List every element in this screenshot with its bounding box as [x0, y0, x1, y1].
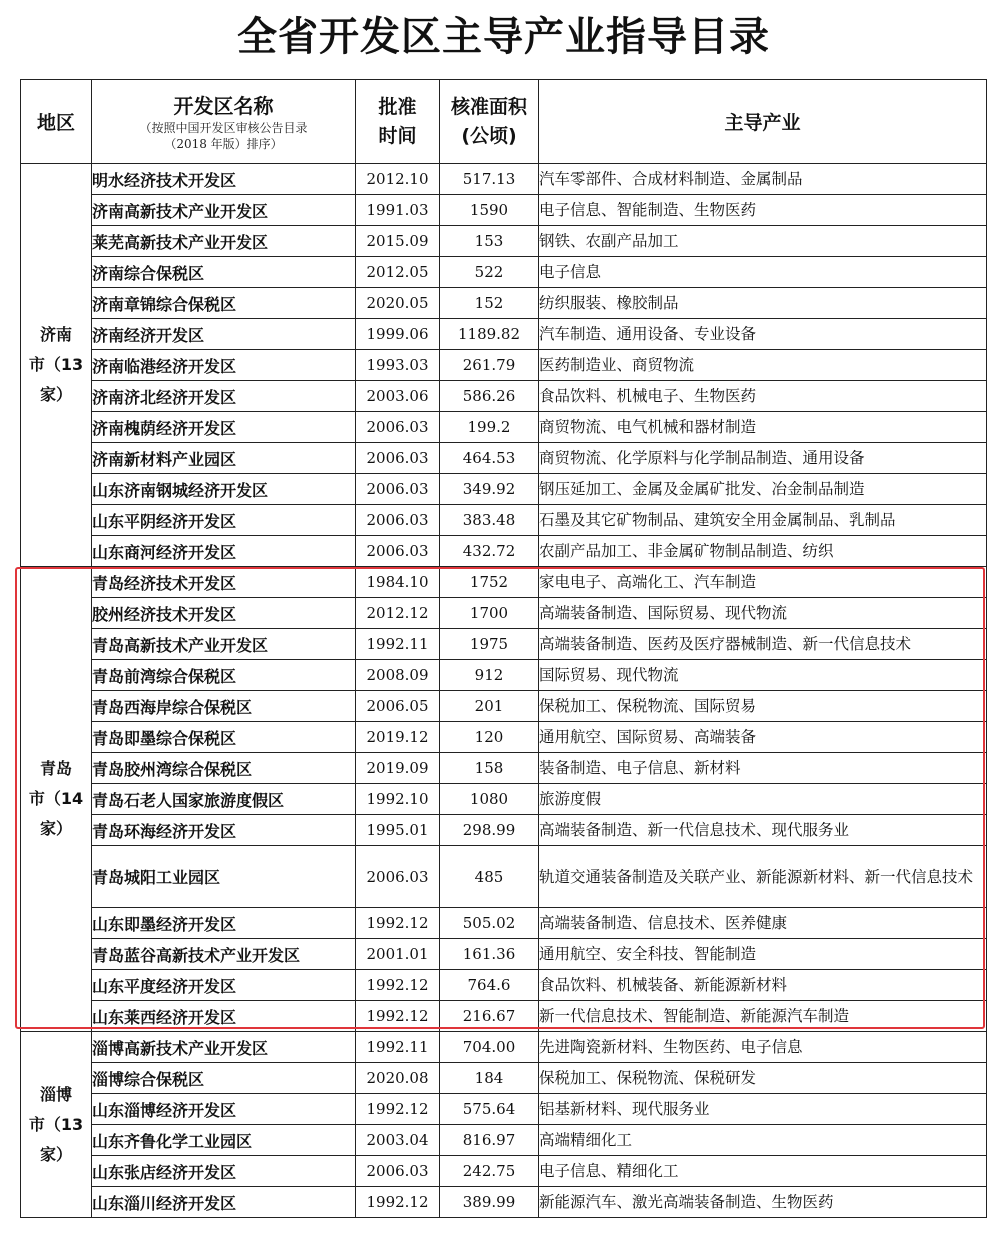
- industry-cell: 电子信息: [539, 257, 987, 288]
- zone-name-cell: 青岛胶州湾综合保税区: [92, 753, 356, 784]
- industry-cell: 保税加工、保税物流、保税研发: [539, 1063, 987, 1094]
- approved-area-cell: 464.53: [440, 443, 539, 474]
- zone-name-cell: 青岛即墨综合保税区: [92, 722, 356, 753]
- table-row: [21, 846, 987, 908]
- table-row: [21, 474, 987, 505]
- industry-cell: 食品饮料、机械电子、生物医药: [539, 381, 987, 412]
- approval-time-cell: 2001.01: [356, 939, 440, 970]
- region-label-line: 市（14: [28, 789, 84, 808]
- zone-name-cell: 济南槐荫经济开发区: [92, 412, 356, 443]
- approved-area-cell: 432.72: [440, 536, 539, 567]
- industry-cell: 保税加工、保税物流、国际贸易: [539, 691, 987, 722]
- industry-cell: 钢铁、农副产品加工: [539, 226, 987, 257]
- industry-cell: 农副产品加工、非金属矿物制品制造、纺织: [539, 536, 987, 567]
- table-body: [21, 164, 987, 1218]
- approval-time-cell: 2015.09: [356, 226, 440, 257]
- industry-cell: 电子信息、精细化工: [539, 1156, 987, 1187]
- industry-cell: 电子信息、智能制造、生物医药: [539, 195, 987, 226]
- header-name: [92, 80, 356, 164]
- approval-time-cell: 1984.10: [356, 567, 440, 598]
- approved-area-cell: 485: [440, 846, 539, 908]
- approved-area-cell: 242.75: [440, 1156, 539, 1187]
- table-row: [21, 660, 987, 691]
- zone-name-cell: 青岛蓝谷高新技术产业开发区: [92, 939, 356, 970]
- approval-time-cell: 1992.12: [356, 1001, 440, 1032]
- header-area-line-2: (公顷): [461, 124, 517, 147]
- industry-cell: 高端装备制造、信息技术、医养健康: [539, 908, 987, 939]
- industry-cell: 通用航空、国际贸易、高端装备: [539, 722, 987, 753]
- approval-time-cell: 2006.03: [356, 474, 440, 505]
- directory-table: [20, 79, 987, 1218]
- table-row: [21, 257, 987, 288]
- table-row: [21, 536, 987, 567]
- region-label-line: 青岛: [39, 759, 72, 778]
- zone-name-cell: 山东商河经济开发区: [92, 536, 356, 567]
- approved-area-cell: 912: [440, 660, 539, 691]
- industry-cell: 轨道交通装备制造及关联产业、新能源新材料、新一代信息技术: [539, 846, 987, 908]
- table-row: [21, 970, 987, 1001]
- approval-time-cell: 1992.12: [356, 908, 440, 939]
- region-label-line: 市（13: [28, 1114, 84, 1134]
- approved-area-cell: 522: [440, 257, 539, 288]
- approval-time-cell: 1991.03: [356, 195, 440, 226]
- zone-name-cell: 山东张店经济开发区: [92, 1156, 356, 1187]
- zone-name-cell: 山东淄博经济开发区: [92, 1094, 356, 1125]
- table-row: [21, 164, 987, 195]
- industry-cell: 装备制造、电子信息、新材料: [539, 753, 987, 784]
- header-region: 地区: [21, 80, 92, 164]
- zone-name-cell: 济南济北经济开发区: [92, 381, 356, 412]
- zone-name-cell: 山东即墨经济开发区: [92, 908, 356, 939]
- header-name-title: 开发区名称: [173, 93, 274, 118]
- approval-time-cell: 2012.10: [356, 164, 440, 195]
- zone-name-cell: 淄博综合保税区: [92, 1063, 356, 1094]
- zone-name-cell: 莱芜高新技术产业开发区: [92, 226, 356, 257]
- zone-name-cell: 青岛前湾综合保税区: [92, 660, 356, 691]
- industry-cell: 钢压延加工、金属及金属矿批发、冶金制品制造: [539, 474, 987, 505]
- approved-area-cell: 298.99: [440, 815, 539, 846]
- industry-cell: 旅游度假: [539, 784, 987, 815]
- zone-name-cell: 山东莱西经济开发区: [92, 1001, 356, 1032]
- region-label-line: 家）: [39, 1144, 72, 1164]
- industry-cell: 通用航空、安全科技、智能制造: [539, 939, 987, 970]
- zone-name-cell: 淄博高新技术产业开发区: [92, 1032, 356, 1063]
- zone-name-cell: 山东济南钢城经济开发区: [92, 474, 356, 505]
- approval-time-cell: 2008.09: [356, 660, 440, 691]
- approval-time-cell: 2003.04: [356, 1125, 440, 1156]
- zone-name-cell: 明水经济技术开发区: [92, 164, 356, 195]
- industry-cell: 商贸物流、化学原料与化学制品制造、通用设备: [539, 443, 987, 474]
- industry-cell: 高端装备制造、医药及医疗器械制造、新一代信息技术: [539, 629, 987, 660]
- zone-name-cell: 青岛石老人国家旅游度假区: [92, 784, 356, 815]
- approved-area-cell: 1700: [440, 598, 539, 629]
- approved-area-cell: 261.79: [440, 350, 539, 381]
- table-row: [21, 722, 987, 753]
- approved-area-cell: 389.99: [440, 1187, 539, 1218]
- header-area-line-1: 核准面积: [450, 95, 527, 118]
- approval-time-cell: 2006.03: [356, 536, 440, 567]
- header-name-note-1: （按照中国开发区审核公告目录: [139, 120, 308, 135]
- approved-area-cell: 505.02: [440, 908, 539, 939]
- approved-area-cell: 161.36: [440, 939, 539, 970]
- table-row: [21, 908, 987, 939]
- header-row: [21, 80, 987, 164]
- zone-name-cell: 济南新材料产业园区: [92, 443, 356, 474]
- industry-cell: 先进陶瓷新材料、生物医药、电子信息: [539, 1032, 987, 1063]
- approved-area-cell: 216.67: [440, 1001, 539, 1032]
- approval-time-cell: 2006.03: [356, 1156, 440, 1187]
- industry-cell: 商贸物流、电气机械和器材制造: [539, 412, 987, 443]
- approval-time-cell: 1992.12: [356, 970, 440, 1001]
- industry-cell: 国际贸易、现代物流: [539, 660, 987, 691]
- approved-area-cell: 383.48: [440, 505, 539, 536]
- table-row: [21, 443, 987, 474]
- table-row: [21, 1094, 987, 1125]
- industry-cell: 纺织服装、橡胶制品: [539, 288, 987, 319]
- industry-cell: 高端装备制造、国际贸易、现代物流: [539, 598, 987, 629]
- zone-name-cell: 济南高新技术产业开发区: [92, 195, 356, 226]
- approved-area-cell: 199.2: [440, 412, 539, 443]
- zone-name-cell: 济南经济开发区: [92, 319, 356, 350]
- approval-time-cell: 2003.06: [356, 381, 440, 412]
- approval-time-cell: 1992.12: [356, 1094, 440, 1125]
- approval-time-cell: 2020.05: [356, 288, 440, 319]
- industry-cell: 新一代信息技术、智能制造、新能源汽车制造: [539, 1001, 987, 1032]
- table-row: [21, 381, 987, 412]
- table-row: [21, 939, 987, 970]
- table-row: [21, 1001, 987, 1032]
- region-cell: [21, 567, 92, 1032]
- approval-time-cell: 2020.08: [356, 1063, 440, 1094]
- approved-area-cell: 158: [440, 753, 539, 784]
- approved-area-cell: 1590: [440, 195, 539, 226]
- zone-name-cell: 济南章锦综合保税区: [92, 288, 356, 319]
- approval-time-cell: 2006.03: [356, 846, 440, 908]
- table-row: [21, 1187, 987, 1218]
- zone-name-cell: 胶州经济技术开发区: [92, 598, 356, 629]
- table-row: [21, 350, 987, 381]
- table-row: [21, 319, 987, 350]
- table-row: [21, 598, 987, 629]
- approval-time-cell: 1992.10: [356, 784, 440, 815]
- approved-area-cell: 153: [440, 226, 539, 257]
- region-label-line: 市（13: [28, 355, 84, 374]
- header-name-note-2: （2018 年版）排序）: [164, 136, 283, 151]
- approved-area-cell: 704.00: [440, 1032, 539, 1063]
- table-row: [21, 1125, 987, 1156]
- table-row: [21, 629, 987, 660]
- zone-name-cell: 青岛西海岸综合保税区: [92, 691, 356, 722]
- approval-time-cell: 1992.11: [356, 1032, 440, 1063]
- table-row: [21, 1032, 987, 1063]
- industry-cell: 医药制造业、商贸物流: [539, 350, 987, 381]
- table-row: [21, 226, 987, 257]
- zone-name-cell: 青岛经济技术开发区: [92, 567, 356, 598]
- page-title: 全省开发区主导产业指导目录: [237, 14, 770, 60]
- approval-time-cell: 2006.03: [356, 505, 440, 536]
- approved-area-cell: 764.6: [440, 970, 539, 1001]
- table-row: [21, 753, 987, 784]
- approval-time-cell: 1999.06: [356, 319, 440, 350]
- industry-cell: 食品饮料、机械装备、新能源新材料: [539, 970, 987, 1001]
- approval-time-cell: 1995.01: [356, 815, 440, 846]
- table-row: [21, 784, 987, 815]
- approved-area-cell: 586.26: [440, 381, 539, 412]
- table-row: [21, 1063, 987, 1094]
- approved-area-cell: 816.97: [440, 1125, 539, 1156]
- approved-area-cell: 1975: [440, 629, 539, 660]
- approval-time-cell: 2006.03: [356, 412, 440, 443]
- table-row: [21, 691, 987, 722]
- table-row: [21, 505, 987, 536]
- approval-time-cell: 1992.12: [356, 1187, 440, 1218]
- header-industry: 主导产业: [539, 80, 987, 164]
- header-approval-time: [356, 80, 440, 164]
- zone-name-cell: 济南临港经济开发区: [92, 350, 356, 381]
- zone-name-cell: 山东平阴经济开发区: [92, 505, 356, 536]
- region-label-line: 济南: [39, 325, 72, 344]
- approval-time-cell: 2019.09: [356, 753, 440, 784]
- zone-name-cell: 青岛城阳工业园区: [92, 846, 356, 908]
- approved-area-cell: 517.13: [440, 164, 539, 195]
- approved-area-cell: 184: [440, 1063, 539, 1094]
- table-row: [21, 412, 987, 443]
- industry-cell: 铝基新材料、现代服务业: [539, 1094, 987, 1125]
- approval-time-cell: 2006.05: [356, 691, 440, 722]
- industry-cell: 高端精细化工: [539, 1125, 987, 1156]
- industry-cell: 汽车制造、通用设备、专业设备: [539, 319, 987, 350]
- region-cell: [21, 1032, 92, 1218]
- table-row: [21, 195, 987, 226]
- industry-cell: 石墨及其它矿物制品、建筑安全用金属制品、乳制品: [539, 505, 987, 536]
- zone-name-cell: 济南综合保税区: [92, 257, 356, 288]
- zone-name-cell: 山东淄川经济开发区: [92, 1187, 356, 1218]
- table-row: [21, 288, 987, 319]
- zone-name-cell: 山东齐鲁化学工业园区: [92, 1125, 356, 1156]
- table-row: [21, 1156, 987, 1187]
- approved-area-cell: 1080: [440, 784, 539, 815]
- approved-area-cell: 575.64: [440, 1094, 539, 1125]
- approval-time-cell: 2019.12: [356, 722, 440, 753]
- approved-area-cell: 201: [440, 691, 539, 722]
- industry-cell: 新能源汽车、激光高端装备制造、生物医药: [539, 1187, 987, 1218]
- approved-area-cell: 1189.82: [440, 319, 539, 350]
- approved-area-cell: 152: [440, 288, 539, 319]
- approval-time-cell: 2012.05: [356, 257, 440, 288]
- approval-time-cell: 2006.03: [356, 443, 440, 474]
- approved-area-cell: 1752: [440, 567, 539, 598]
- industry-cell: 家电电子、高端化工、汽车制造: [539, 567, 987, 598]
- header-time-line-1: 批准: [378, 95, 417, 118]
- table-row: [21, 815, 987, 846]
- region-label-line: 家）: [39, 385, 72, 404]
- region-cell: [21, 164, 92, 567]
- approved-area-cell: 120: [440, 722, 539, 753]
- zone-name-cell: 山东平度经济开发区: [92, 970, 356, 1001]
- industry-cell: 汽车零部件、合成材料制造、金属制品: [539, 164, 987, 195]
- zone-name-cell: 青岛环海经济开发区: [92, 815, 356, 846]
- approval-time-cell: 1992.11: [356, 629, 440, 660]
- region-label-line: 淄博: [39, 1084, 72, 1104]
- approval-time-cell: 1993.03: [356, 350, 440, 381]
- region-label-line: 家）: [39, 819, 72, 838]
- approval-time-cell: 2012.12: [356, 598, 440, 629]
- header-approved-area: [440, 80, 539, 164]
- approved-area-cell: 349.92: [440, 474, 539, 505]
- zone-name-cell: 青岛高新技术产业开发区: [92, 629, 356, 660]
- table-row: [21, 567, 987, 598]
- industry-cell: 高端装备制造、新一代信息技术、现代服务业: [539, 815, 987, 846]
- header-time-line-2: 时间: [378, 124, 417, 147]
